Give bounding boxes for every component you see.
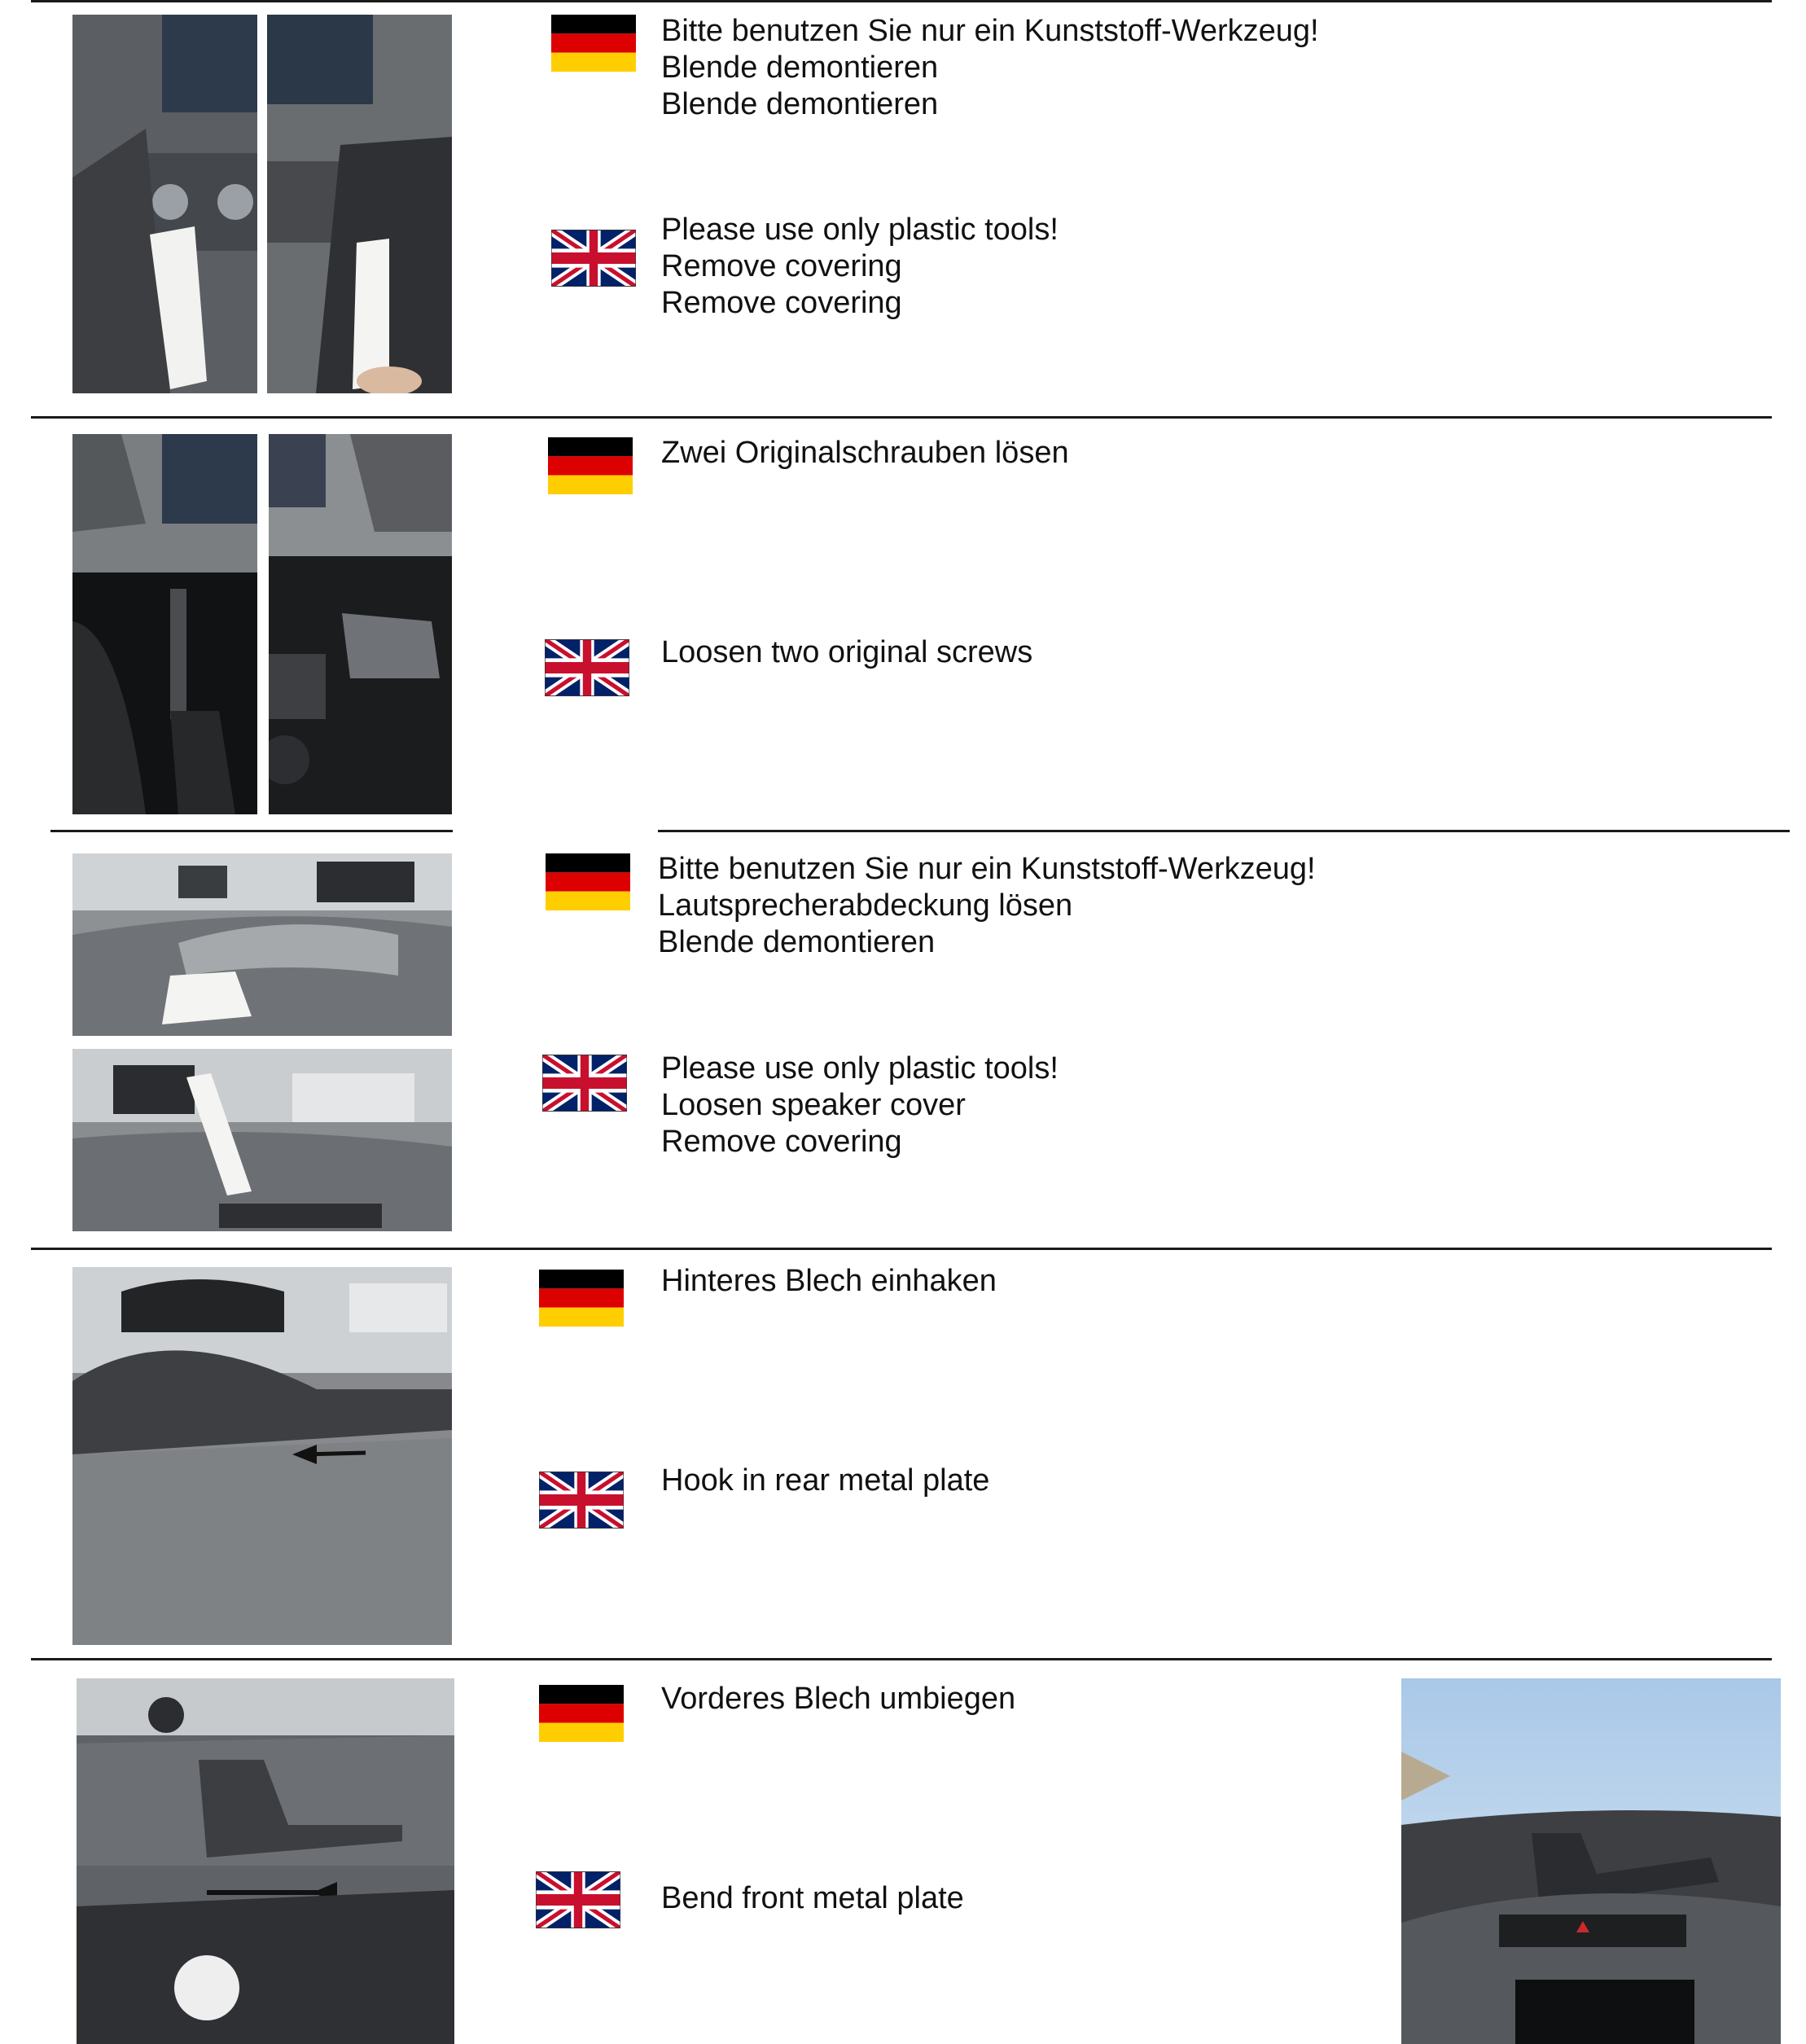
section-divider xyxy=(31,1658,1772,1660)
step1-photo-left xyxy=(72,15,257,393)
text-line: Remove covering xyxy=(661,1125,902,1159)
text-line: Hinteres Blech einhaken xyxy=(661,1264,997,1298)
text-line: Blende demontieren xyxy=(661,87,939,121)
uk-flag-icon xyxy=(542,1055,627,1112)
step5-result-photo xyxy=(1401,1678,1781,2044)
german-flag-icon xyxy=(548,437,633,494)
step5-english-text xyxy=(661,1880,964,1917)
section-divider xyxy=(31,1248,1772,1250)
german-flag-icon xyxy=(539,1685,624,1742)
text-line: Zwei Originalschrauben lösen xyxy=(661,436,1069,470)
german-flag-icon xyxy=(539,1270,624,1327)
step2-english-text xyxy=(661,634,1032,671)
step1-german-text xyxy=(661,13,1319,123)
text-line: Vorderes Blech umbiegen xyxy=(661,1682,1016,1716)
step1-photo-right xyxy=(267,15,452,393)
text-line: Lautsprecherabdeckung lösen xyxy=(658,888,1073,923)
uk-flag-icon xyxy=(545,639,629,696)
step5-german-text xyxy=(661,1681,1015,1717)
german-flag-icon xyxy=(546,853,630,910)
step3-photo-bottom xyxy=(72,1049,452,1231)
step3-german-text xyxy=(658,851,1316,961)
step3-photo-top xyxy=(72,853,452,1036)
step2-german-text xyxy=(661,435,1069,472)
text-line: Please use only plastic tools! xyxy=(661,213,1059,247)
step2-photo-right xyxy=(269,434,452,814)
text-line: Bitte benutzen Sie nur ein Kunststoff-Werkzeug! xyxy=(661,14,1319,48)
step4-english-text xyxy=(661,1463,989,1499)
text-line: Hook in rear metal plate xyxy=(661,1463,990,1498)
section-divider xyxy=(31,0,1772,2)
german-flag-icon xyxy=(551,15,636,72)
text-line: Bend front metal plate xyxy=(661,1881,964,1915)
text-line: Bitte benutzen Sie nur ein Kunststoff-Werkzeug! xyxy=(658,852,1316,886)
section-divider xyxy=(31,416,1772,419)
step4-photo xyxy=(72,1267,452,1645)
step5-photo xyxy=(77,1678,454,2044)
text-line: Loosen two original screws xyxy=(661,635,1033,669)
text-line: Blende demontieren xyxy=(661,50,939,85)
section-divider xyxy=(50,830,453,832)
step3-english-text xyxy=(661,1051,1059,1160)
text-line: Please use only plastic tools! xyxy=(661,1051,1059,1086)
step2-photo-left xyxy=(72,434,257,814)
uk-flag-icon xyxy=(539,1472,624,1529)
uk-flag-icon xyxy=(551,230,636,287)
step4-german-text xyxy=(661,1263,997,1300)
text-line: Loosen speaker cover xyxy=(661,1088,966,1122)
step1-english-text xyxy=(661,212,1059,322)
uk-flag-icon xyxy=(536,1871,620,1928)
text-line: Remove covering xyxy=(661,249,902,283)
text-line: Blende demontieren xyxy=(658,925,936,959)
section-divider xyxy=(658,830,1790,832)
text-line: Remove covering xyxy=(661,286,902,320)
